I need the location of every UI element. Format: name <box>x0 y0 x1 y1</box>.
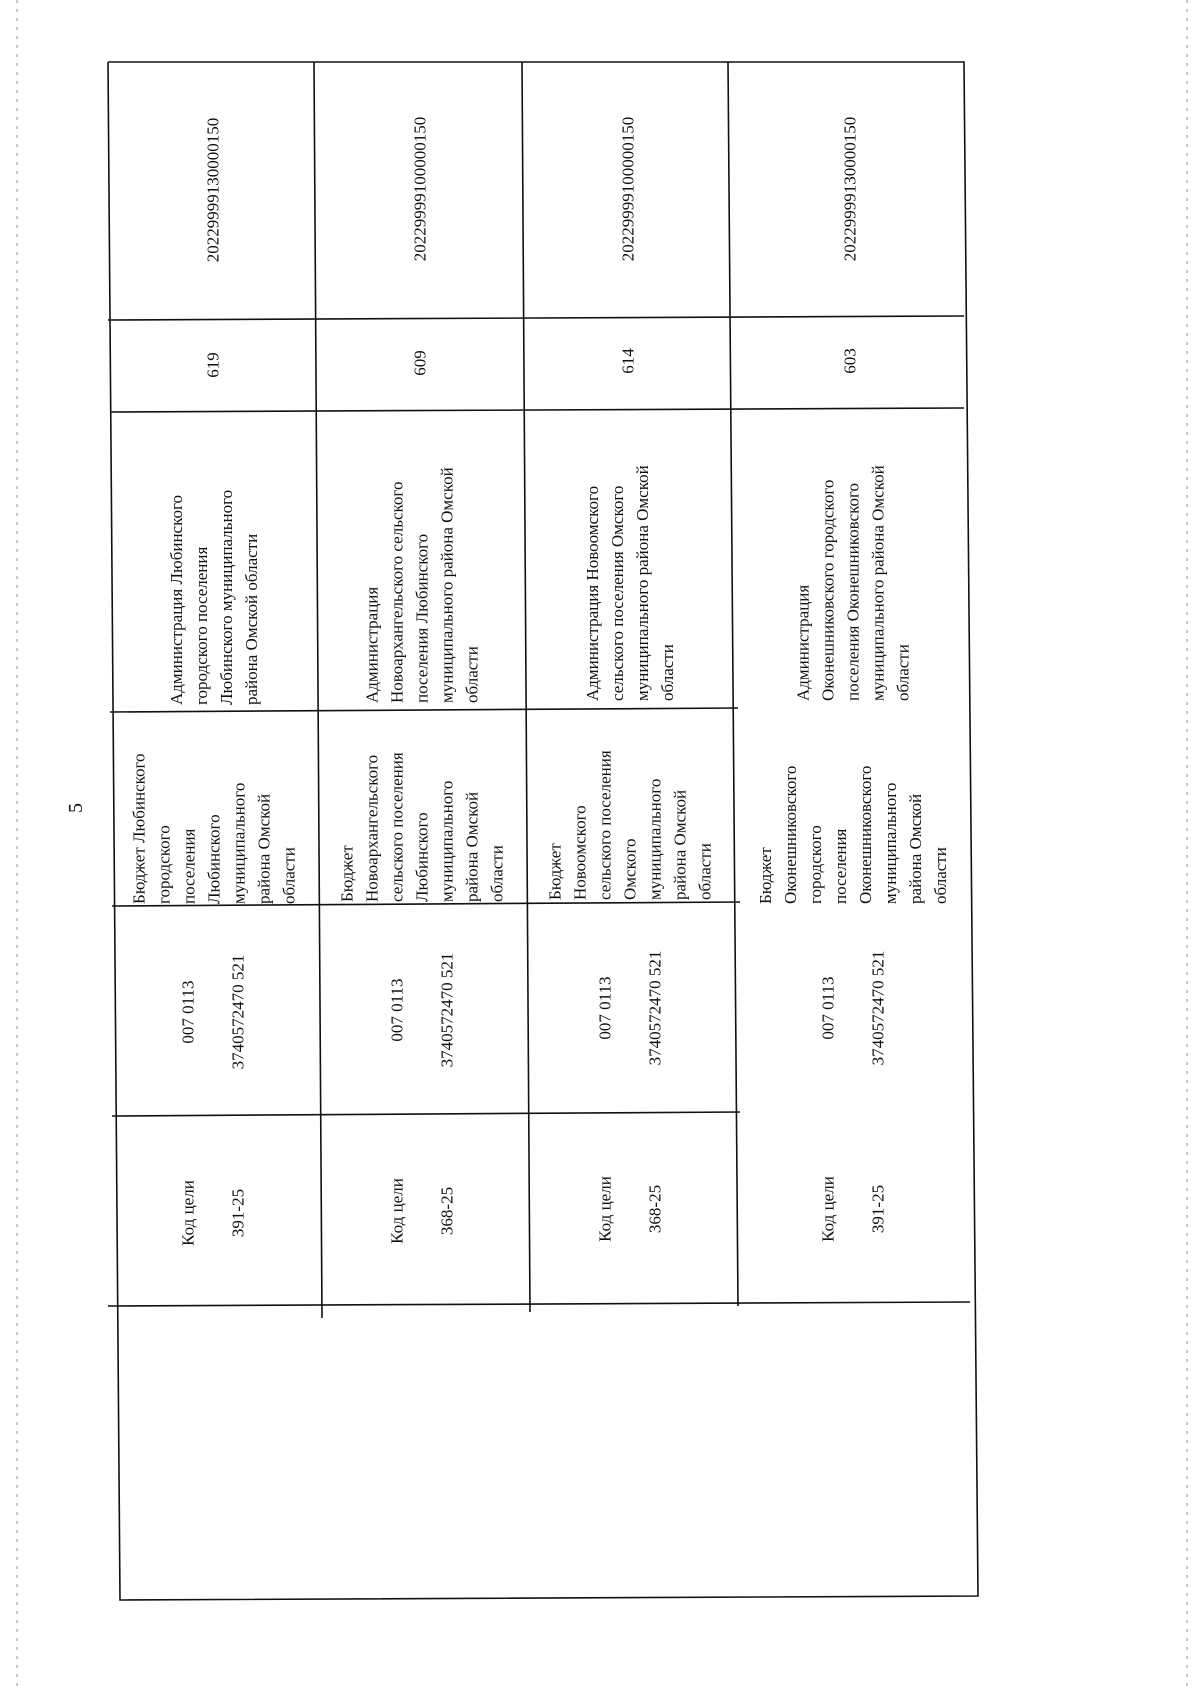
budget-cell <box>324 712 520 902</box>
code-value: 391-25 <box>868 1184 888 1234</box>
code-label: Код цели <box>595 1176 615 1242</box>
income-code-cell <box>318 64 522 314</box>
kbk-cell <box>528 904 732 1112</box>
income-code: 20229999100000150 <box>618 116 638 262</box>
kbk-line1: 007 0113 <box>387 978 407 1042</box>
administration-cell <box>324 412 520 706</box>
administration-cell <box>532 410 728 704</box>
administration-name: Администрация Оконешниковского городского поселения Оконешниковского муниципального района Омской области <box>793 465 913 701</box>
income-code-cell <box>526 64 730 314</box>
kbk-line1: 007 0113 <box>595 976 615 1040</box>
administration-cell <box>116 414 312 708</box>
kbk-line2: 3740572470 521 <box>228 954 248 1070</box>
table-row <box>112 1120 314 1306</box>
table-row <box>738 1116 968 1302</box>
code-value: 368-25 <box>645 1184 665 1234</box>
income-code: 20229999100000150 <box>410 116 430 262</box>
kbk-cell <box>112 908 314 1116</box>
table-row <box>528 1116 732 1302</box>
budget-name: Бюджет Новоархангельского сельского поселения Любинского муниципального района Омской области <box>337 752 507 902</box>
kbk-line2: 3740572470 521 <box>645 950 665 1066</box>
kbk-cell <box>738 904 968 1112</box>
income-code-cell <box>112 64 314 316</box>
budget-cell <box>742 708 964 904</box>
income-code: 20229999130000150 <box>840 116 860 262</box>
income-code-cell <box>736 64 964 314</box>
admin-code: 609 <box>410 350 430 376</box>
income-code: 20229999130000150 <box>203 117 223 263</box>
code-label: Код цели <box>818 1176 838 1242</box>
budget-name: Бюджет Любинского городского поселения Любинского муниципального района Омской области <box>129 753 299 904</box>
kbk-line1: 007 0113 <box>818 976 838 1040</box>
kbk-line1: 007 0113 <box>178 980 198 1044</box>
admin-code-cell <box>318 320 522 406</box>
budget-cell <box>532 710 728 900</box>
administration-name: Администрация Любинского городского поселения Любинского муниципального района Омской области <box>167 489 261 705</box>
administration-name: Администрация Новоомского сельского поселения Омского муниципального района Омской области <box>583 465 677 701</box>
budget-name: Бюджет Новоомского сельского поселения Омского муниципального района Омской области <box>545 750 715 900</box>
code-label: Код цели <box>178 1180 198 1246</box>
administration-name: Администрация Новоархангельского сельского поселения Любинского муниципального района Омской области <box>362 467 482 703</box>
kbk-cell <box>320 906 524 1114</box>
admin-code-cell <box>112 322 314 408</box>
administration-cell <box>742 410 964 704</box>
admin-code: 614 <box>618 348 638 374</box>
admin-code-cell <box>736 316 964 406</box>
page-number-text: 5 <box>64 803 87 813</box>
budget-cell <box>116 714 312 904</box>
kbk-line2: 3740572470 521 <box>868 950 888 1066</box>
admin-code: 603 <box>840 348 860 374</box>
admin-code-cell <box>526 318 730 404</box>
code-value: 391-25 <box>228 1188 248 1238</box>
budget-name: Бюджет Оконешниковского городского поселения Оконешниковского муниципального района Омской области <box>756 765 950 904</box>
admin-code: 619 <box>203 352 223 378</box>
kbk-line2: 3740572470 521 <box>437 952 457 1068</box>
code-value: 368-25 <box>437 1186 457 1236</box>
code-label: Код цели <box>387 1178 407 1244</box>
table-row <box>320 1118 524 1304</box>
